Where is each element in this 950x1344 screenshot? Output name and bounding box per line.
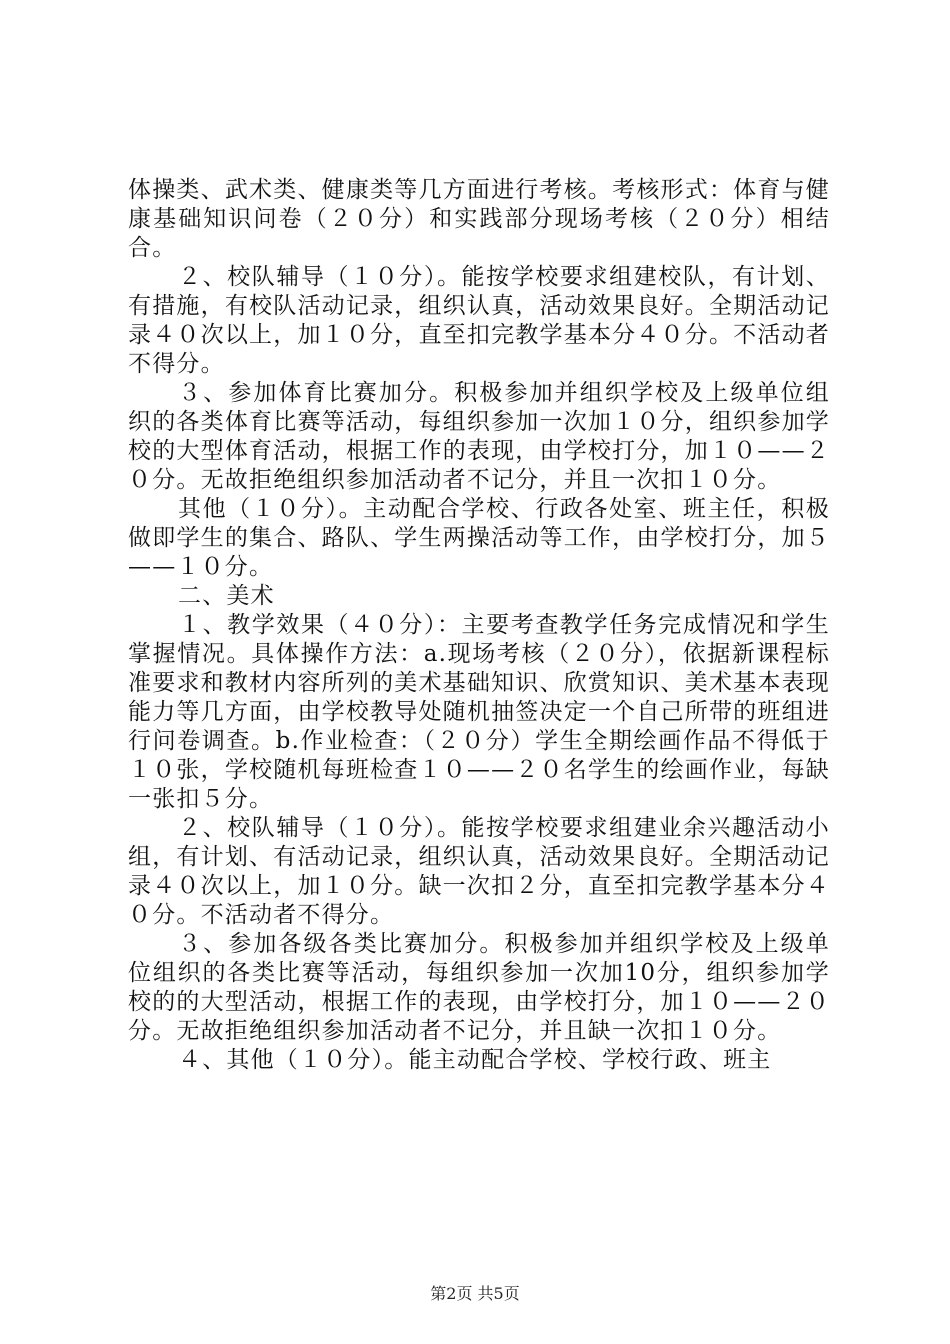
paragraph-pe-school-team: ２、校队辅导（１０分）。能按学校要求组建校队，有计划、有措施，有校队活动记录，组织认真，活动效果良好。全期活动记录４０次以上，加１０分，直至扣完教学基本分４０分。不活动者不得分。 bbox=[128, 264, 830, 377]
section-heading-art: 二、美术 bbox=[178, 583, 275, 609]
document-body bbox=[128, 176, 830, 1075]
paragraph-art-other: ４、其他（１０分）。能主动配合学校、学校行政、班主 bbox=[178, 1047, 772, 1073]
page-number-footer: 第2页 共5页 bbox=[430, 1284, 520, 1303]
paragraph-pe-other: 其他（１０分）。主动配合学校、行政各处室、班主任，积极做即学生的集合、路队、学生两操活动等工作，由学校打分，加５——１０分。 bbox=[128, 496, 830, 580]
paragraph-art-competition: ３、参加各级各类比赛加分。积极参加并组织学校及上级单位组织的各类比赛等活动，每组织参加一次加10分，组织参加学校的的大型活动，根据工作的表现，由学校打分，加１０——２０分。无故拒绝组织参加活动者不记分，并且缺一次扣１０分。 bbox=[128, 931, 830, 1044]
paragraph-art-teaching-effect: １、教学效果（４０分）：主要考查教学任务完成情况和学生掌握情况。具体操作方法：a.现场考核（２０分），依据新课程标准要求和教材内容所列的美术基础知识、欣赏知识、美术基本表现能力等几方面，由学校教导处随机抽签决定一个自己所带的班组进行问卷调查。b.作业检查：（２０分）学生全期绘画作品不得低于１０张，学校随机每班检查１０——２０名学生的绘画作业，每缺一张扣５分。 bbox=[128, 612, 830, 812]
paragraph-pe-assessment-continued: 体操类、武术类、健康类等几方面进行考核。考核形式：体育与健康基础知识问卷（２０分）和实践部分现场考核（２０分）相结合。 bbox=[128, 177, 830, 261]
paragraph-art-school-team: ２、校队辅导（１０分）。能按学校要求组建业余兴趣活动小组，有计划、有活动记录，组织认真，活动效果良好。全期活动记录４０次以上，加１０分。缺一次扣２分，直至扣完教学基本分４０分。不活动者不得分。 bbox=[128, 815, 830, 928]
paragraph-pe-competition: ３、参加体育比赛加分。积极参加并组织学校及上级单位组织的各类体育比赛等活动，每组织参加一次加１０分，组织参加学校的大型体育活动，根据工作的表现，由学校打分，加１０——２０分。无故拒绝组织参加活动者不记分，并且一次扣１０分。 bbox=[128, 380, 830, 493]
